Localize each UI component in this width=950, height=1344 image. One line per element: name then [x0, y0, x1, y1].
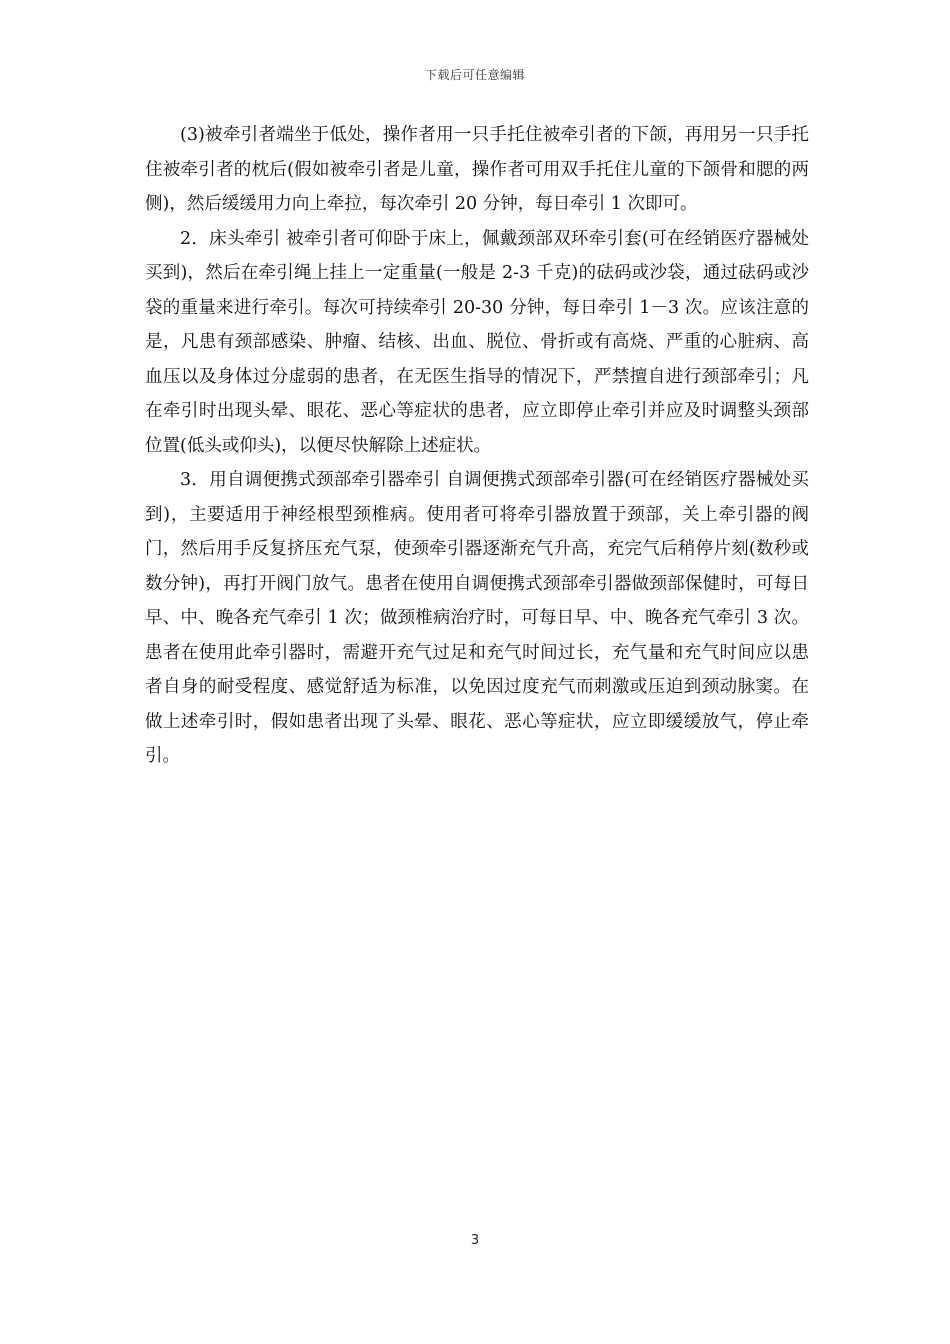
paragraph-bedside-traction: 2．床头牵引 被牵引者可仰卧于床上，佩戴颈部双环牵引套(可在经销医疗器械处买到)，然后在牵引绳上挂上一定重量(一般是 2-3 千克)的砝码或沙袋，通过砝码或沙袋的重量来进行牵引。每次可持续牵引 20-30 分钟，每日牵引 1－3 次。应该注意的是，凡患有颈部感染、肿瘤、结核、出血、脱位、骨折或有高烧、严重的心脏病、高血压以及身体过分虚弱的患者，在无医生指导的情况下，严禁擅自进行颈部牵引；凡在牵引时出现头晕、眼花、恶心等症状的患者，应立即停止牵引并应及时调整头颈部位置(低头或仰头)，以便尽快解除上述症状。	[145, 228, 809, 456]
document-body	[145, 118, 809, 774]
page-header: 下载后可任意编辑	[424, 68, 525, 82]
page-number: 3	[470, 1233, 480, 1248]
paragraph-traction-seated: (3)被牵引者端坐于低处，操作者用一只手托住被牵引者的下颌，再用另一只手托住被牵引者的枕后(假如被牵引者是儿童，操作者可用双手托住儿童的下颌骨和腮的两侧)，然后缓缓用力向上牵拉，每次牵引 20 分钟，每日牵引 1 次即可。	[145, 125, 809, 214]
paragraph-portable-traction: 3．用自调便携式颈部牵引器牵引 自调便携式颈部牵引器(可在经销医疗器械处买到)，主要适用于神经根型颈椎病。使用者可将牵引器放置于颈部，关上牵引器的阀门，然后用手反复挤压充气泵，使颈牵引器逐渐充气升高，充完气后稍停片刻(数秒或数分钟)，再打开阀门放气。患者在使用自调便携式颈部牵引器做颈部保健时，可每日早、中、晚各充气牵引 1 次；做颈椎病治疗时，可每日早、中、晚各充气牵引 3 次。患者在使用此牵引器时，需避开充气过足和充气时间过长，充气量和充气时间应以患者自身的耐受程度、感觉舒适为标准，以免因过度充气而刺激或压迫到颈动脉窦。在做上述牵引时，假如患者出现了头晕、眼花、恶心等症状，应立即缓缓放气，停止牵引。	[145, 470, 809, 766]
